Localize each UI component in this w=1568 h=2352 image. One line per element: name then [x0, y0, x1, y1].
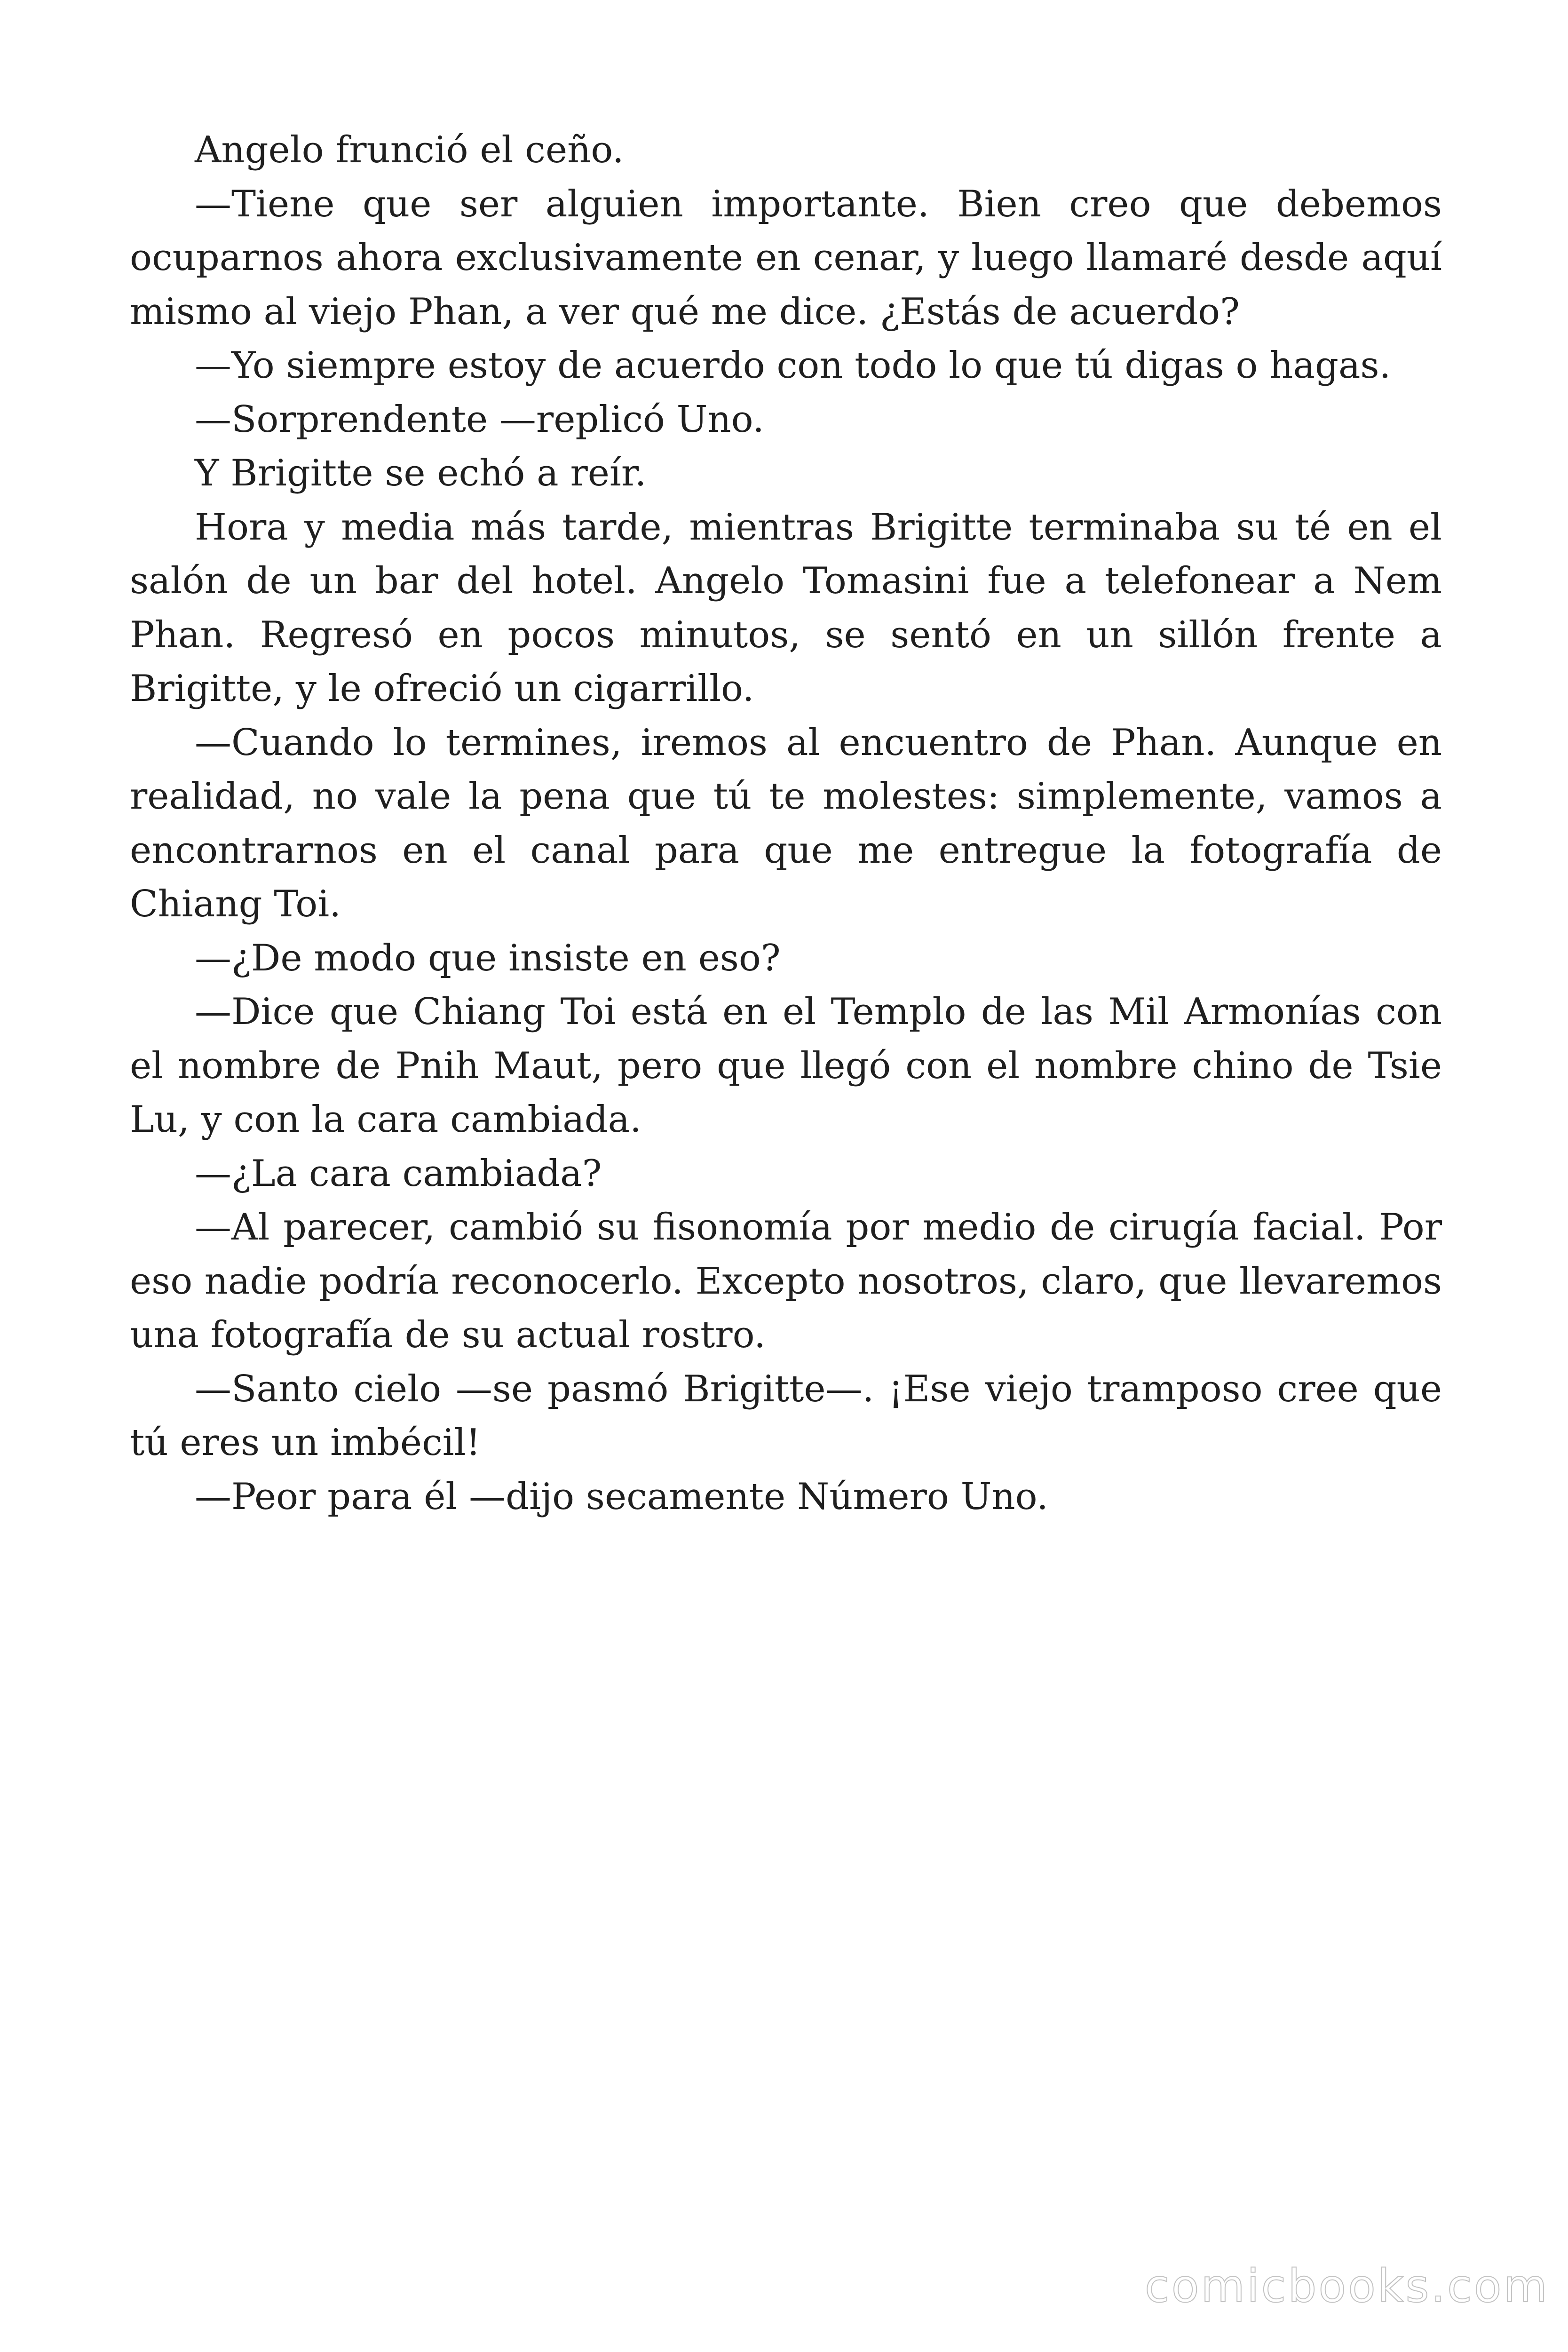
paragraph: —¿De modo que insiste en eso?: [195, 937, 781, 979]
paragraph: —Al parecer, cambió su fisonomía por medio de cirugía facial. Por eso nadie podría reconocerlo. Excepto nosotros, claro, que llevaremos una fotografía de su actual rostro.: [130, 1206, 1442, 1356]
paragraph: Hora y media más tarde, mientras Brigitte terminaba su té en el salón de un bar del hotel. Angelo Tomasini fue a telefonear a Nem Phan. Regresó en pocos minutos, se sentó en un sillón frente a Brigitte, y le ofreció un cigarrillo.: [130, 506, 1442, 710]
paragraph: —Tiene que ser alguien importante. Bien creo que debemos ocuparnos ahora exclusivamente en cenar, y luego llamaré desde aquí mismo al viejo Phan, a ver qué me dice. ¿Estás de acuerdo?: [130, 183, 1442, 333]
paragraph: —Sorprendente —replicó Uno.: [195, 398, 764, 441]
paragraph: —Santo cielo —se pasmó Brigitte—. ¡Ese viejo tramposo cree que tú eres un imbécil!: [130, 1367, 1442, 1464]
paragraph: —Cuando lo termines, iremos al encuentro de Phan. Aunque en realidad, no vale la pena que tú te molestes: simplemente, vamos a encontrarnos en el canal para que me entregue la fotografía de Chiang Toi.: [130, 721, 1442, 925]
watermark: comicbooks.com: [1144, 2260, 1549, 2312]
paragraph: —Dice que Chiang Toi está en el Templo de las Mil Armonías con el nombre de Pnih Maut, pero que llegó con el nombre chino de Tsie Lu, y con la cara cambiada.: [130, 991, 1442, 1141]
paragraph: —Yo siempre estoy de acuerdo con todo lo que tú digas o hagas.: [195, 344, 1391, 387]
body-text: [130, 123, 1442, 1524]
paragraph: Angelo frunció el ceño.: [195, 129, 624, 171]
paragraph: —¿La cara cambiada?: [195, 1152, 602, 1195]
paragraph: Y Brigitte se echó a reír.: [195, 452, 647, 494]
paragraph: —Peor para él —dijo secamente Número Uno.: [195, 1475, 1048, 1518]
